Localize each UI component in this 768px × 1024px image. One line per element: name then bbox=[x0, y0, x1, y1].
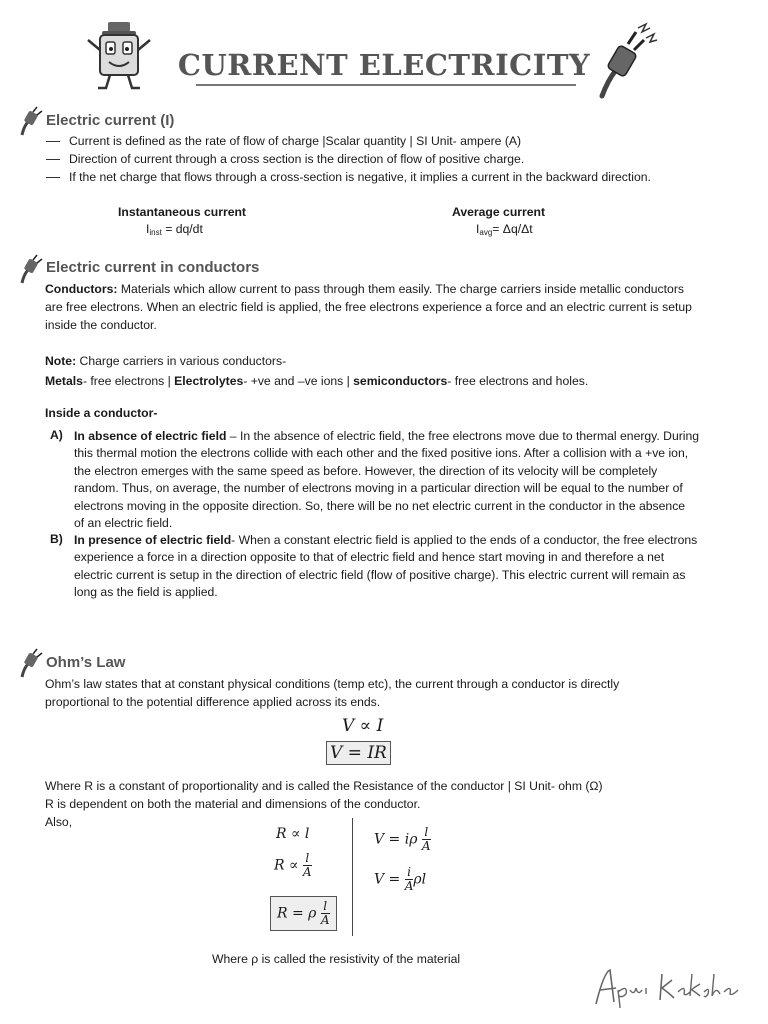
formula-resistivity: R = ρ $\frac{l}{A}$ bbox=[270, 896, 337, 931]
plug-bullet-icon bbox=[18, 106, 44, 136]
formula-r-prop-l: R ∝ l bbox=[276, 826, 310, 842]
instantaneous-current-formula: $I_{inst} = dq/dt$ bbox=[146, 222, 203, 237]
section-heading-conductors: Electric current in conductors bbox=[46, 259, 260, 276]
section-heading-ohms-law: Ohm’s Law bbox=[46, 654, 126, 671]
formula-divider bbox=[352, 818, 353, 936]
plug-bullet-icon bbox=[18, 648, 44, 678]
average-current-label: Average current bbox=[452, 205, 546, 219]
section-heading-electric-current: Electric current (I) bbox=[46, 112, 175, 129]
carriers-line: Metals- free electrons | Electrolytes- +ve and –ve ions | semiconductors- free electrons and holes. bbox=[45, 374, 589, 388]
resistance-definition: Where R is a constant of proportionality and is called the Resistance of the conductor | SI Unit- ohm (Ω) R is dependent on both the material and dimensions of the conductor. Also, bbox=[45, 779, 603, 829]
list-marker-a: A) bbox=[50, 428, 63, 442]
signature-logo bbox=[590, 966, 750, 1010]
page-title: CURRENT ELECTRICITY bbox=[177, 48, 591, 82]
plug-bullet-icon bbox=[18, 254, 44, 284]
list-item: Direction of current through a cross section is the direction of flow of positive charge. bbox=[46, 152, 524, 166]
inside-conductor-heading: Inside a conductor- bbox=[45, 406, 158, 420]
title-underline bbox=[196, 84, 576, 86]
ohms-law-statement: Ohm’s law states that at constant physical conditions (temp etc), the current through a conductor is directly proportional to the potential difference applied across its ends. bbox=[45, 677, 620, 709]
presence-field-paragraph: In presence of electric field- When a constant electric field is applied to the ends of a conductor, the free electrons experience a force in a direction opposite to that of electric field and hence start moving in and therefore a net electric current is setup in the direction of electric field (flow of positive charge). This electric current will remain as long as the field is applied. bbox=[74, 533, 698, 600]
formula-v-i-over-a-rho-l: V = $\frac{i}{A}$ ρl bbox=[374, 865, 427, 893]
note-line: Note: Charge carriers in various conductors- bbox=[45, 354, 287, 368]
formula-proportional: V ∝ I bbox=[342, 716, 384, 736]
instantaneous-current-label: Instantaneous current bbox=[118, 205, 246, 219]
conductors-definition: Conductors: Materials which allow current to pass through them easily. The charge carriers inside metallic conductors are free electrons. When an electric field is applied, the free electrons experience a force and an electric current is setup inside the conductor. bbox=[45, 282, 692, 332]
list-marker-b: B) bbox=[50, 532, 63, 546]
formula-v-i-rho-l-over-a: V = iρ $\frac{l}{A}$ bbox=[374, 825, 431, 853]
formula-v-equals-ir: V = IR bbox=[326, 741, 391, 765]
average-current-formula: $I_{avg}= \Delta q/\Delta t$ bbox=[476, 222, 533, 237]
electric-plug-icon bbox=[594, 20, 658, 100]
list-item: If the net charge that flows through a cross-section is negative, it implies a current in the backward direction. bbox=[46, 170, 651, 184]
list-item: Current is defined as the rate of flow of charge |Scalar quantity | SI Unit- ampere (A) bbox=[46, 134, 521, 148]
formula-r-prop-l-over-a: R ∝ $\frac{l}{A}$ bbox=[274, 851, 312, 879]
resistivity-note: Where ρ is called the resistivity of the material bbox=[212, 952, 461, 966]
absence-field-paragraph: In absence of electric field – In the absence of electric field, the free electrons move due to thermal energy. During this thermal motion the electrons collide with each other and the fixed positive ions. After a collision with a +ve ion, the electron emerges with the same speed as before. However, the direction of its velocity will be completely random. Thus, on average, the number of electrons moving in a particular direction will be equal to the number of electrons moving in the opposite direction. So, there will be no net electric current in the conductor in the absence of an electric field. bbox=[74, 429, 700, 531]
